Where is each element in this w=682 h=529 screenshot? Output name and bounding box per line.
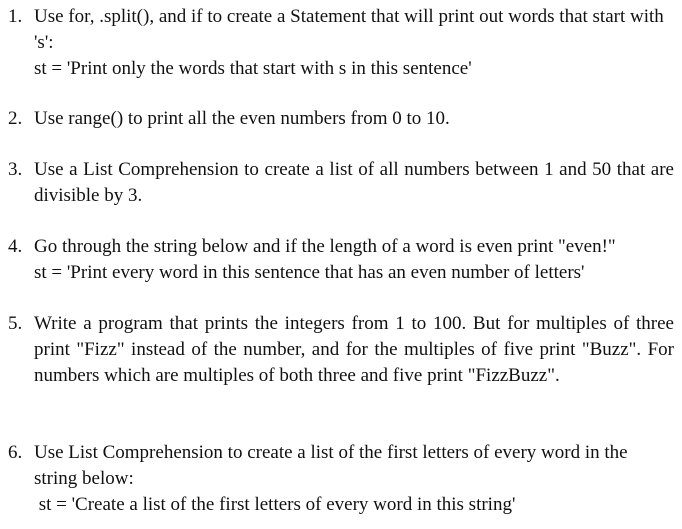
item-number: 4. [8,236,23,257]
item-number: 6. [8,442,23,463]
item-text: Use for, .split(), and if to create a Statement that will print out words that start with 's': [34,6,664,53]
item-text: Use List Comprehension to create a list of the first letters of every word in the string below: [34,442,628,489]
item-number: 5. [8,313,23,334]
exercise-item-5 [8,311,674,389]
item-text: Use a List Comprehension to create a list of all numbers between 1 and 50 that are divisible by 3. [34,159,674,206]
exercise-item-6 [8,440,674,518]
exercise-item-1 [8,4,674,82]
item-text: Go through the string below and if the length of a word is even print "even!" [34,236,616,257]
item-number: 3. [8,159,23,180]
exercise-item-3 [8,157,674,209]
item-text: Write a program that prints the integers from 1 to 100. But for multiples of three print "Fizz" instead of the number, and for the multiples of five print "Buzz". For numbers which are multiples of both three and five print "FizzBuzz". [34,313,674,386]
item-number: 1. [8,6,23,27]
item-code-line: st = 'Print every word in this sentence that has an even number of letters' [34,262,585,283]
item-code-line: st = 'Print only the words that start with s in this sentence' [34,58,472,79]
exercise-item-2 [8,106,674,132]
item-text: Use range() to print all the even numbers from 0 to 10. [34,108,450,129]
item-code-line: st = 'Create a list of the first letters of every word in this string' [34,494,516,515]
item-number: 2. [8,108,23,129]
exercise-item-4 [8,234,674,286]
